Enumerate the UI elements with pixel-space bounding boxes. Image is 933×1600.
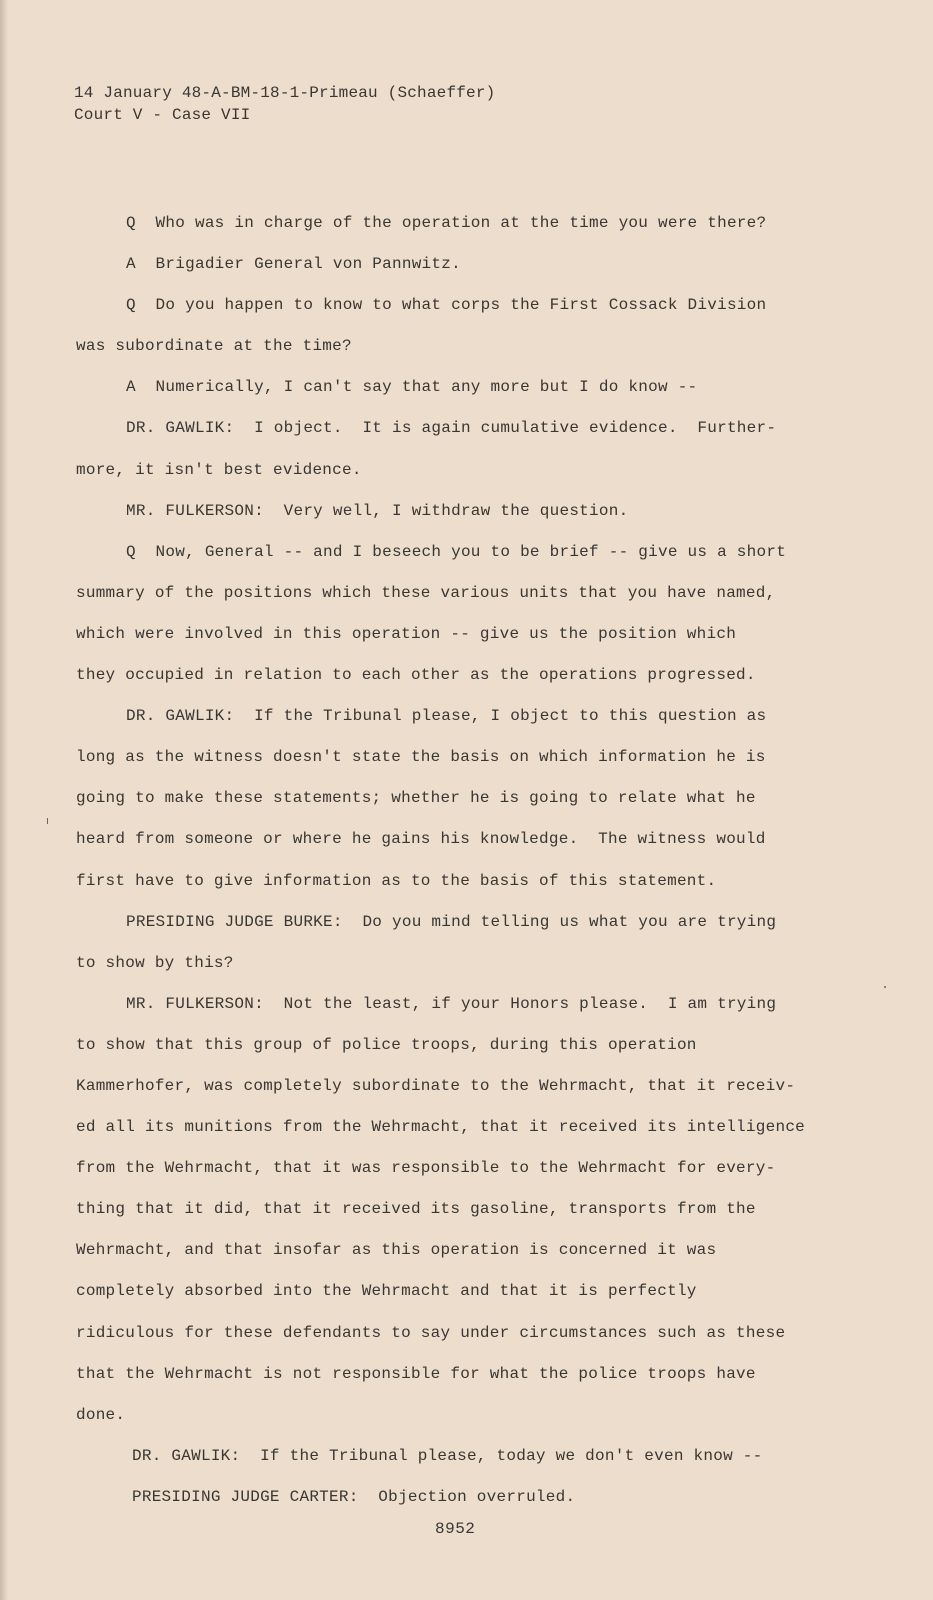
answer-line: A Numerically, I can't say that any more but I do know -- [126,378,698,397]
speaker-continuation-line: done. [76,1405,126,1424]
page-fold-shadow [0,0,8,1600]
speaker-line: DR. GAWLIK: I object. It is again cumulative evidence. Further- [126,419,777,438]
paper-mark [47,818,48,824]
speaker-continuation-line: to show that this group of police troops, during this operation [76,1035,697,1054]
transcript-body [76,203,876,1518]
question-line: Q Who was in charge of the operation at the time you were there? [126,214,767,232]
speaker-line: DR. GAWLIK: If the Tribunal please, today we don't even know -- [132,1446,763,1465]
speaker-continuation-line: heard from someone or where he gains his knowledge. The witness would [76,830,766,849]
speaker-continuation-line: that the Wehrmacht is not responsible for what the police troops have [76,1364,756,1383]
speaker-line: PRESIDING JUDGE BURKE: Do you mind telling us what you are trying [126,912,777,931]
speaker-continuation-line: to show by this? [76,953,234,972]
page-header [74,82,495,126]
speaker-continuation-line: ed all its munitions from the Wehrmacht, that it received its intelligence [76,1118,806,1137]
paper-speck [884,986,886,988]
speaker-continuation-line: first have to give information as to the basis of this statement. [76,871,717,890]
page-number: 8952 [435,1520,476,1538]
speaker-continuation-line: completely absorbed into the Wehrmacht and that it is perfectly [76,1282,697,1301]
speaker-line: PRESIDING JUDGE CARTER: Objection overruled. [132,1487,576,1506]
speaker-line: MR. FULKERSON: Not the least, if your Honors please. I am trying [126,994,777,1013]
speaker-continuation-line: long as the witness doesn't state the basis on which information he is [76,748,766,767]
speaker-continuation-line: ridiculous for these defendants to say under circumstances such as these [76,1323,786,1342]
speaker-continuation-line: going to make these statements; whether he is going to relate what he [76,789,756,808]
question-continuation-line: they occupied in relation to each other as the operations progressed. [76,666,756,685]
question-line: Q Do you happen to know to what corps the First Cossack Division [126,296,767,315]
speaker-continuation-line: Wehrmacht, and that insofar as this operation is concerned it was [76,1241,717,1260]
question-continuation-line: which were involved in this operation -- give us the position which [76,624,737,643]
speaker-line: DR. GAWLIK: If the Tribunal please, I object to this question as [126,707,767,726]
question-line: Q Now, General -- and I beseech you to be brief -- give us a short [126,542,787,561]
header-date-line: 14 January 48-A-BM-18-1-Primeau (Schaeffer) [74,84,496,102]
question-continuation-line: summary of the positions which these various units that you have named, [76,583,776,602]
speaker-continuation-line: more, it isn't best evidence. [76,460,362,479]
speaker-continuation-line: thing that it did, that it received its gasoline, transports from the [76,1200,756,1219]
header-court-line: Court V - Case VII [74,106,251,124]
speaker-continuation-line: Kammerhofer, was completely subordinate to the Wehrmacht, that it receiv- [76,1076,796,1095]
question-continuation-line: was subordinate at the time? [76,337,352,356]
speaker-continuation-line: from the Wehrmacht, that it was responsible to the Wehrmacht for every- [76,1159,776,1178]
answer-line: A Brigadier General von Pannwitz. [126,255,461,274]
speaker-line: MR. FULKERSON: Very well, I withdraw the question. [126,501,629,520]
